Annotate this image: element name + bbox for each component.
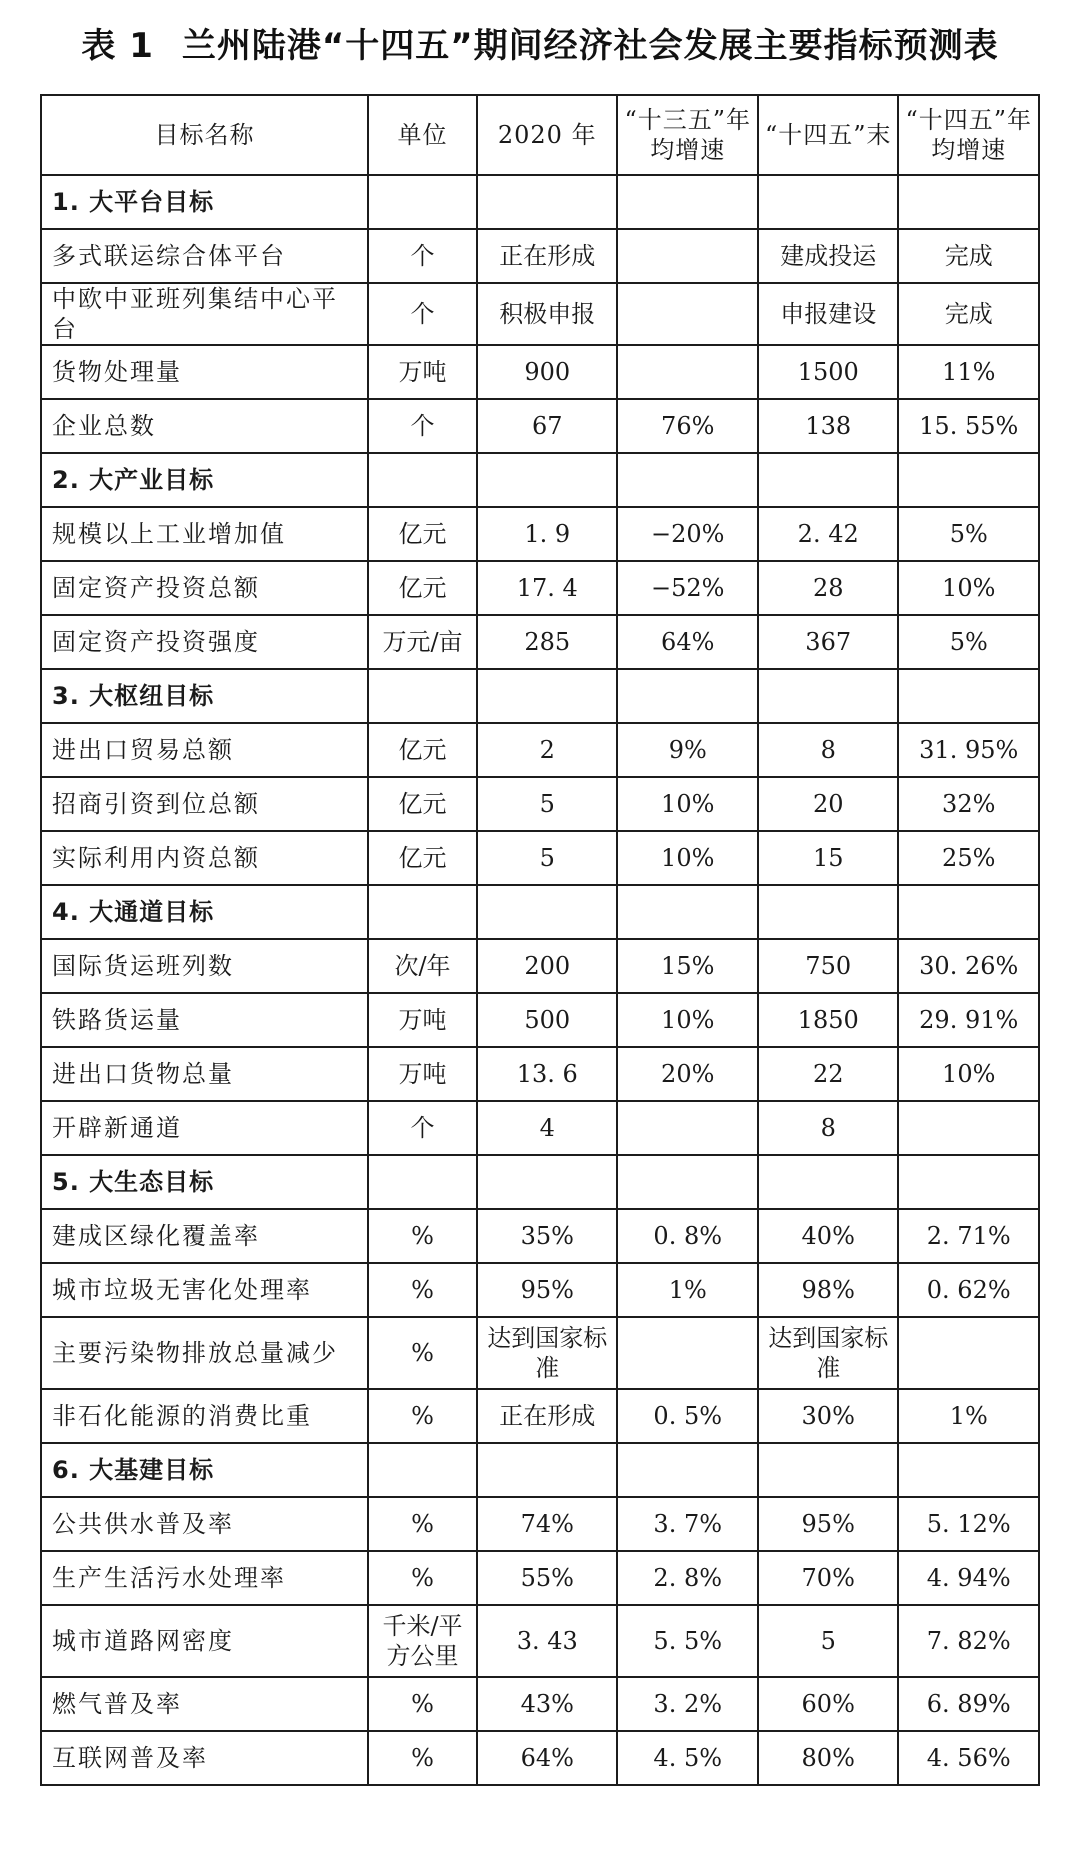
indicator-name: 生产生活污水处理率 (41, 1551, 368, 1605)
table-cell: 8 (758, 1101, 898, 1155)
table-cell: % (368, 1731, 477, 1785)
table-cell: 25% (898, 831, 1039, 885)
table-cell: 10% (617, 777, 757, 831)
table-cell (617, 1101, 757, 1155)
indicator-name: 城市垃圾无害化处理率 (41, 1263, 368, 1317)
table-cell (617, 283, 757, 345)
table-cell: 29. 91% (898, 993, 1039, 1047)
table-row (41, 507, 1039, 561)
empty-cell (898, 885, 1039, 939)
indicator-name: 进出口货物总量 (41, 1047, 368, 1101)
table-row (41, 1677, 1039, 1731)
table-cell: 次/年 (368, 939, 477, 993)
table-cell: 367 (758, 615, 898, 669)
empty-cell (898, 669, 1039, 723)
indicator-name: 铁路货运量 (41, 993, 368, 1047)
table-row (41, 993, 1039, 1047)
table-cell: 76% (617, 399, 757, 453)
table-cell: 3. 43 (477, 1605, 617, 1677)
table-cell: 1850 (758, 993, 898, 1047)
indicator-table-body (41, 95, 1039, 1785)
table-cell (617, 345, 757, 399)
table-row (41, 723, 1039, 777)
table-cell: 申报建设 (758, 283, 898, 345)
empty-cell (617, 669, 757, 723)
empty-cell (758, 1443, 898, 1497)
table-cell: 10% (617, 831, 757, 885)
table-row (41, 229, 1039, 283)
table-cell: 3. 2% (617, 1677, 757, 1731)
empty-cell (758, 885, 898, 939)
table-cell: 138 (758, 399, 898, 453)
table-cell: 0. 5% (617, 1389, 757, 1443)
table-cell: 5 (477, 777, 617, 831)
table-row (41, 1731, 1039, 1785)
indicator-table (40, 94, 1040, 1786)
table-title (0, 18, 1080, 67)
table-row (41, 1389, 1039, 1443)
table-cell: 10% (617, 993, 757, 1047)
table-cell (898, 1317, 1039, 1389)
empty-cell (368, 453, 477, 507)
table-cell: 200 (477, 939, 617, 993)
section-row (41, 1155, 1039, 1209)
table-cell: 20% (617, 1047, 757, 1101)
table-cell: 43% (477, 1677, 617, 1731)
table-cell: 亿元 (368, 507, 477, 561)
table-cell: 64% (617, 615, 757, 669)
table-cell: 31. 95% (898, 723, 1039, 777)
table-cell: 亿元 (368, 777, 477, 831)
table-row (41, 1209, 1039, 1263)
table-row (41, 1317, 1039, 1389)
section-title: 5. 大生态目标 (41, 1155, 368, 1209)
table-row (41, 399, 1039, 453)
table-cell: 4. 5% (617, 1731, 757, 1785)
table-row (41, 939, 1039, 993)
indicator-name: 城市道路网密度 (41, 1605, 368, 1677)
header-cell: “十三五”年均增速 (617, 95, 757, 175)
section-title: 1. 大平台目标 (41, 175, 368, 229)
table-cell: 2. 42 (758, 507, 898, 561)
table-cell: % (368, 1389, 477, 1443)
table-cell: 22 (758, 1047, 898, 1101)
table-row (41, 1263, 1039, 1317)
indicator-name: 主要污染物排放总量减少 (41, 1317, 368, 1389)
table-cell: 正在形成 (477, 229, 617, 283)
table-cell: 70% (758, 1551, 898, 1605)
empty-cell (758, 175, 898, 229)
section-title: 3. 大枢纽目标 (41, 669, 368, 723)
table-title-text: 兰州陆港“十四五”期间经济社会发展主要指标预测表 (181, 26, 999, 66)
indicator-name: 进出口贸易总额 (41, 723, 368, 777)
empty-cell (898, 1443, 1039, 1497)
section-title: 4. 大通道目标 (41, 885, 368, 939)
indicator-name: 国际货运班列数 (41, 939, 368, 993)
table-cell: 98% (758, 1263, 898, 1317)
table-cell: % (368, 1317, 477, 1389)
table-cell: % (368, 1209, 477, 1263)
table-cell: 55% (477, 1551, 617, 1605)
table-cell: 64% (477, 1731, 617, 1785)
table-cell: 个 (368, 399, 477, 453)
table-cell: 10% (898, 1047, 1039, 1101)
empty-cell (758, 1155, 898, 1209)
indicator-name: 开辟新通道 (41, 1101, 368, 1155)
table-cell: 5 (758, 1605, 898, 1677)
indicator-name: 中欧中亚班列集结中心平台 (41, 283, 368, 345)
section-row (41, 453, 1039, 507)
table-cell: 900 (477, 345, 617, 399)
table-cell: 0. 62% (898, 1263, 1039, 1317)
indicator-name: 多式联运综合体平台 (41, 229, 368, 283)
table-cell: 5 (477, 831, 617, 885)
table-cell: 2. 71% (898, 1209, 1039, 1263)
section-row (41, 885, 1039, 939)
empty-cell (617, 1155, 757, 1209)
table-cell: 67 (477, 399, 617, 453)
table-cell: 8 (758, 723, 898, 777)
header-cell: 目标名称 (41, 95, 368, 175)
indicator-name: 实际利用内资总额 (41, 831, 368, 885)
empty-cell (898, 1155, 1039, 1209)
empty-cell (617, 1443, 757, 1497)
table-cell: 亿元 (368, 561, 477, 615)
empty-cell (898, 175, 1039, 229)
header-row (41, 95, 1039, 175)
table-cell: 5% (898, 507, 1039, 561)
table-cell: 个 (368, 229, 477, 283)
table-cell: 个 (368, 283, 477, 345)
table-cell: 亿元 (368, 831, 477, 885)
empty-cell (477, 175, 617, 229)
table-cell: 建成投运 (758, 229, 898, 283)
header-cell: “十四五”末 (758, 95, 898, 175)
table-cell: 4. 94% (898, 1551, 1039, 1605)
table-cell: 95% (477, 1263, 617, 1317)
table-cell: 积极申报 (477, 283, 617, 345)
table-cell: 1% (617, 1263, 757, 1317)
section-title: 2. 大产业目标 (41, 453, 368, 507)
table-cell: 17. 4 (477, 561, 617, 615)
table-cell: 35% (477, 1209, 617, 1263)
table-cell: −52% (617, 561, 757, 615)
table-cell: 万吨 (368, 1047, 477, 1101)
table-row (41, 1551, 1039, 1605)
empty-cell (758, 669, 898, 723)
table-cell (617, 1317, 757, 1389)
empty-cell (477, 1443, 617, 1497)
table-cell: 80% (758, 1731, 898, 1785)
table-cell: 285 (477, 615, 617, 669)
table-cell: 15% (617, 939, 757, 993)
indicator-name: 互联网普及率 (41, 1731, 368, 1785)
table-row (41, 1047, 1039, 1101)
table-cell: 5. 5% (617, 1605, 757, 1677)
table-cell: 万吨 (368, 345, 477, 399)
table-cell: 1. 9 (477, 507, 617, 561)
table-cell: 11% (898, 345, 1039, 399)
empty-cell (368, 669, 477, 723)
header-cell: “十四五”年均增速 (898, 95, 1039, 175)
empty-cell (617, 453, 757, 507)
table-cell: 7. 82% (898, 1605, 1039, 1677)
table-cell: 正在形成 (477, 1389, 617, 1443)
indicator-name: 企业总数 (41, 399, 368, 453)
table-cell: 个 (368, 1101, 477, 1155)
header-cell: 单位 (368, 95, 477, 175)
table-cell: 2 (477, 723, 617, 777)
empty-cell (477, 1155, 617, 1209)
indicator-name: 燃气普及率 (41, 1677, 368, 1731)
table-cell: 达到国家标准 (758, 1317, 898, 1389)
table-cell: % (368, 1551, 477, 1605)
empty-cell (758, 453, 898, 507)
table-cell: 9% (617, 723, 757, 777)
table-cell: 74% (477, 1497, 617, 1551)
table-cell: 2. 8% (617, 1551, 757, 1605)
header-cell: 2020 年 (477, 95, 617, 175)
table-row (41, 777, 1039, 831)
table-cell: 13. 6 (477, 1047, 617, 1101)
table-cell: 3. 7% (617, 1497, 757, 1551)
table-cell: 达到国家标准 (477, 1317, 617, 1389)
table-cell: 28 (758, 561, 898, 615)
table-cell: 95% (758, 1497, 898, 1551)
table-cell: % (368, 1263, 477, 1317)
indicator-name: 非石化能源的消费比重 (41, 1389, 368, 1443)
table-row (41, 1101, 1039, 1155)
table-cell: 30% (758, 1389, 898, 1443)
table-cell: 32% (898, 777, 1039, 831)
table-cell: 20 (758, 777, 898, 831)
table-cell: 0. 8% (617, 1209, 757, 1263)
table-row (41, 1497, 1039, 1551)
table-cell: 40% (758, 1209, 898, 1263)
empty-cell (898, 453, 1039, 507)
table-cell: % (368, 1677, 477, 1731)
section-row (41, 1443, 1039, 1497)
empty-cell (368, 175, 477, 229)
table-cell: 750 (758, 939, 898, 993)
table-cell: 4 (477, 1101, 617, 1155)
table-cell: 30. 26% (898, 939, 1039, 993)
empty-cell (477, 453, 617, 507)
indicator-name: 规模以上工业增加值 (41, 507, 368, 561)
section-title: 6. 大基建目标 (41, 1443, 368, 1497)
table-cell: 4. 56% (898, 1731, 1039, 1785)
indicator-name: 固定资产投资强度 (41, 615, 368, 669)
table-cell: 1500 (758, 345, 898, 399)
empty-cell (368, 1155, 477, 1209)
table-row (41, 283, 1039, 345)
table-cell: 亿元 (368, 723, 477, 777)
indicator-name: 公共供水普及率 (41, 1497, 368, 1551)
indicator-name: 固定资产投资总额 (41, 561, 368, 615)
empty-cell (477, 885, 617, 939)
table-row (41, 831, 1039, 885)
table-cell: 5. 12% (898, 1497, 1039, 1551)
table-cell (617, 229, 757, 283)
table-cell: 500 (477, 993, 617, 1047)
empty-cell (617, 885, 757, 939)
empty-cell (368, 885, 477, 939)
table-cell: 6. 89% (898, 1677, 1039, 1731)
table-row (41, 345, 1039, 399)
table-cell: 万吨 (368, 993, 477, 1047)
table-number: 表 1 (81, 26, 154, 66)
indicator-name: 建成区绿化覆盖率 (41, 1209, 368, 1263)
empty-cell (617, 175, 757, 229)
empty-cell (477, 669, 617, 723)
table-cell: 完成 (898, 229, 1039, 283)
indicator-name: 招商引资到位总额 (41, 777, 368, 831)
empty-cell (368, 1443, 477, 1497)
table-cell: 1% (898, 1389, 1039, 1443)
table-cell: 5% (898, 615, 1039, 669)
table-row (41, 1605, 1039, 1677)
table-cell: 千米/平方公里 (368, 1605, 477, 1677)
table-cell: −20% (617, 507, 757, 561)
table-cell: 15. 55% (898, 399, 1039, 453)
table-cell: 万元/亩 (368, 615, 477, 669)
table-cell: 完成 (898, 283, 1039, 345)
section-row (41, 669, 1039, 723)
table-cell: 15 (758, 831, 898, 885)
table-cell (898, 1101, 1039, 1155)
table-row (41, 561, 1039, 615)
table-cell: 10% (898, 561, 1039, 615)
section-row (41, 175, 1039, 229)
table-cell: % (368, 1497, 477, 1551)
indicator-name: 货物处理量 (41, 345, 368, 399)
table-row (41, 615, 1039, 669)
table-cell: 60% (758, 1677, 898, 1731)
